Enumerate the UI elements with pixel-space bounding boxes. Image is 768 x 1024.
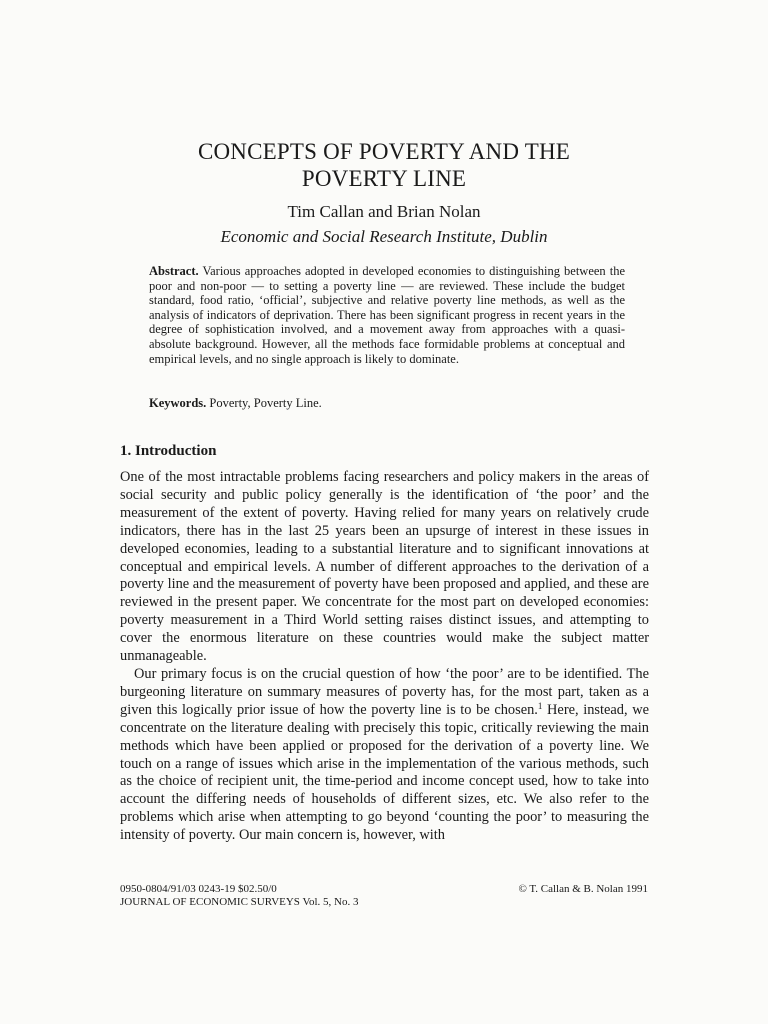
footer-journal: JOURNAL OF ECONOMIC SURVEYS Vol. 5, No. 3 (120, 896, 359, 908)
keywords-label: Keywords. (149, 396, 207, 410)
keywords-text: Poverty, Poverty Line. (209, 396, 322, 410)
paragraph-2-part-a: Our primary focus is on the crucial question of how ‘the poor’ are to be identified. The burgeoning literature on summary measures of poverty has, for the most part, taken as a given this logically prior issue of how the poverty line is to be chosen. (120, 665, 649, 718)
author-names: Tim Callan and Brian Nolan (287, 202, 481, 221)
paragraph-1: One of the most intractable problems facing researchers and policy makers in the areas of social security and public policy generally is the identification of ‘the poor’ and the measurement of the extent of poverty. Having relied for many years on relatively crude indicators, there has in the last 25 years been an upsurge of interest in these issues in developed economies, leading to a substantial literature and to significant innovations at conceptual and empirical levels. A number of different approaches to the derivation of a poverty line and the measurement of poverty have been proposed and applied, and these are reviewed in the present paper. We concentrate for the most part on developed economies: poverty measurement in a Third World setting raises distinct issues, and attempting to cover the enormous literature on these countries would make the subject matter unmanageable. (120, 469, 649, 665)
keywords (149, 396, 625, 411)
author-affiliation: Economic and Social Research Institute, Dublin (220, 227, 548, 246)
abstract (149, 264, 625, 366)
footer-publication-info (120, 883, 359, 909)
paper-title (0, 138, 768, 192)
body-text (120, 469, 649, 845)
footer-copyright: © T. Callan & B. Nolan 1991 (518, 883, 648, 895)
section-heading: 1. Introduction (120, 443, 217, 459)
title-line-2: POVERTY LINE (301, 166, 467, 191)
title-line-1: CONCEPTS OF POVERTY AND THE (197, 139, 571, 164)
paragraph-2-part-b: Here, instead, we concentrate on the literature dealing with precisely this topic, critically reviewing the main methods which have been applied or proposed for the derivation of a poverty line. We touch on a range of issues which arise in the implementation of the various methods, such as the choice of recipient unit, the time-period and income concept used, how to take into account the differing needs of households of different sizes, etc. We also refer to the problems which arise when attempting to go beyond ‘counting the poor’ to measuring the intensity of poverty. Our main concern is, however, with (120, 701, 649, 844)
footnote-reference: 1 (537, 700, 543, 711)
abstract-text: Various approaches adopted in developed economies to distinguishing between the poor and non-poor — to setting a poverty line — are reviewed. These include the budget standard, food ratio, ‘official’, subjective and relative poverty line methods, as well as the analysis of indicators of deprivation. There has been significant progress in recent years in the degree of sophistication involved, and a movement away from approaches with a quasi-absolute background. However, all the methods face formidable problems at conceptual and empirical levels, and no single approach is likely to dominate. (149, 264, 625, 366)
abstract-label: Abstract. (149, 264, 199, 278)
footer-issn-code: 0950-0804/91/03 0243-19 $02.50/0 (120, 883, 277, 895)
paragraph-2 (120, 666, 649, 845)
